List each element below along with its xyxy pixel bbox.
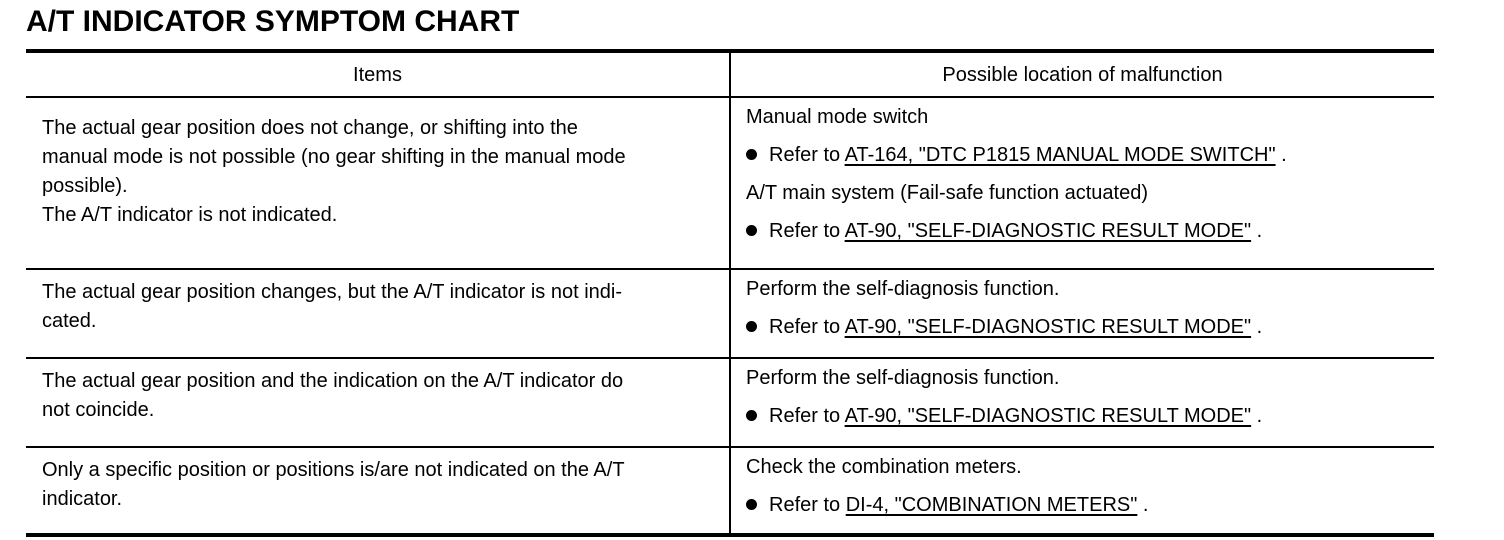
reference-line (746, 486, 1426, 524)
reference-line (746, 308, 1426, 346)
reference-link[interactable]: AT-164, "DTC P1815 MANUAL MODE SWITCH" (844, 144, 1276, 166)
symptom-text-line: possible). (42, 175, 128, 197)
symptom-cell (26, 447, 730, 535)
page-title: A/T INDICATOR SYMPTOM CHART (26, 5, 520, 38)
symptom-cell (26, 358, 730, 447)
symptom-text-line: not coincide. (42, 399, 155, 421)
location-cell (730, 97, 1434, 269)
reference-line (746, 397, 1426, 435)
table-row (26, 447, 1434, 535)
bullet-icon (746, 499, 757, 510)
reference-link[interactable]: DI-4, "COMBINATION METERS" (845, 494, 1138, 516)
location-text: Perform the self-diagnosis function. (746, 278, 1060, 300)
location-cell (730, 447, 1434, 535)
symptom-text-line: cated. (42, 310, 97, 332)
reference-suffix: . (1256, 405, 1263, 427)
reference-line (746, 136, 1426, 174)
reference-suffix: . (1256, 220, 1263, 242)
reference-prefix: Refer to (769, 405, 841, 427)
location-column-header: Possible location of malfunction (730, 51, 1434, 97)
table-row (26, 269, 1434, 358)
bullet-icon (746, 225, 757, 236)
reference-prefix: Refer to (769, 144, 841, 166)
location-text: Perform the self-diagnosis function. (746, 367, 1060, 389)
symptom-text-line: Only a specific position or positions is/are not indicated on the A/T (42, 459, 625, 481)
symptom-text-line: The actual gear position and the indication on the A/T indicator do (42, 370, 624, 392)
table-header-row (26, 51, 1434, 97)
location-cell (730, 358, 1434, 447)
symptom-cell (26, 97, 730, 269)
table-row (26, 358, 1434, 447)
reference-prefix: Refer to (769, 220, 841, 242)
symptom-text-line: The A/T indicator is not indicated. (42, 204, 338, 226)
reference-link[interactable]: AT-90, "SELF-DIAGNOSTIC RESULT MODE" (844, 405, 1252, 427)
bullet-icon (746, 410, 757, 421)
location-cell (730, 269, 1434, 358)
symptom-text-line: manual mode is not possible (no gear shifting in the manual mode (42, 146, 626, 168)
symptom-cell (26, 269, 730, 358)
location-text: A/T main system (Fail-safe function actuated) (746, 182, 1149, 204)
reference-prefix: Refer to (769, 494, 841, 516)
symptom-text-line: indicator. (42, 488, 123, 510)
bullet-icon (746, 321, 757, 332)
reference-prefix: Refer to (769, 316, 841, 338)
reference-suffix: . (1281, 144, 1287, 166)
location-text: Manual mode switch (746, 106, 929, 128)
reference-suffix: . (1142, 494, 1149, 516)
items-column-header: Items (26, 51, 730, 97)
reference-line (746, 212, 1426, 250)
table-row (26, 97, 1434, 269)
location-text: Check the combination meters. (746, 456, 1022, 478)
reference-link[interactable]: AT-90, "SELF-DIAGNOSTIC RESULT MODE" (844, 220, 1252, 242)
reference-suffix: . (1256, 316, 1263, 338)
bullet-icon (746, 149, 757, 160)
reference-link[interactable]: AT-90, "SELF-DIAGNOSTIC RESULT MODE" (844, 316, 1252, 338)
symptom-text-line: The actual gear position changes, but the A/T indicator is not indi- (42, 281, 622, 303)
symptom-table (26, 49, 1434, 537)
symptom-text-line: The actual gear position does not change, or shifting into the (42, 117, 578, 139)
